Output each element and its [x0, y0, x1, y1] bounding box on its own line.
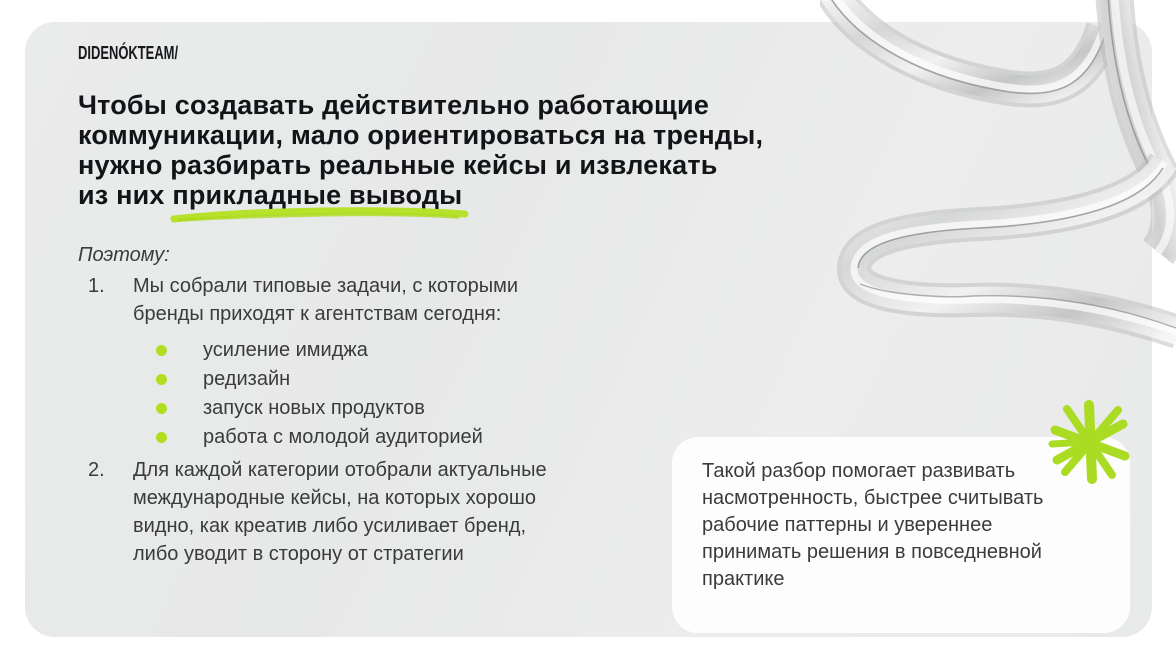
bullet-dot-icon — [156, 403, 167, 414]
callout-card — [672, 437, 1130, 633]
bullet-item-3-label: запуск новых продуктов — [203, 397, 425, 419]
bullet-item-4-label: работа с молодой аудиторией — [203, 426, 483, 448]
bullet-dot-icon — [156, 345, 167, 356]
headline-highlight-text: прикладные выводы — [172, 180, 463, 210]
intro-label: Поэтому: — [78, 244, 170, 266]
list-item-2-text: Для каждой категории отобрали актуальные международные кейсы, на которых хорошо видно, как креатив либо усиливает бренд, либо уводит в сторону от стратегии — [133, 459, 547, 565]
bullet-list — [156, 336, 483, 452]
list-item-1-text: Мы собрали типовые задачи, с которыми бренды приходят к агентствам сегодня: — [133, 275, 519, 325]
bullet-item-1 — [156, 336, 483, 365]
bullet-item-3 — [156, 394, 483, 423]
list-item-1-number: 1. — [88, 275, 105, 297]
headline-line-3: нужно разбирать реальные кейсы и извлекать — [78, 150, 718, 180]
bullet-item-2 — [156, 365, 483, 394]
list-item-2-number: 2. — [88, 459, 105, 481]
bullet-dot-icon — [156, 432, 167, 443]
bullet-dot-icon — [156, 374, 167, 385]
callout-card-text: Такой разбор помогает развивать насмотренность, быстрее считывать рабочие паттерны и увереннее принимать решения в повседневной практике — [702, 460, 1044, 590]
brush-underline-icon — [170, 207, 469, 223]
headline-line-2: коммуникации, мало ориентироваться на тренды, — [78, 120, 764, 150]
bullet-item-4 — [156, 423, 483, 452]
headline-highlight — [172, 180, 462, 210]
headline-line-4-prefix: из них — [78, 180, 173, 210]
bullet-item-2-label: редизайн — [203, 368, 291, 390]
list-item-2 — [88, 456, 573, 568]
headline — [78, 90, 763, 210]
headline-line-1: Чтобы создавать действительно работающие — [78, 90, 710, 120]
slide-background — [25, 22, 1152, 637]
brand-logo: DIDENÓKTEAM/ — [78, 43, 179, 63]
headline-line-4 — [78, 180, 763, 210]
list-item-1 — [88, 272, 573, 328]
bullet-item-1-label: усиление имиджа — [203, 339, 368, 361]
